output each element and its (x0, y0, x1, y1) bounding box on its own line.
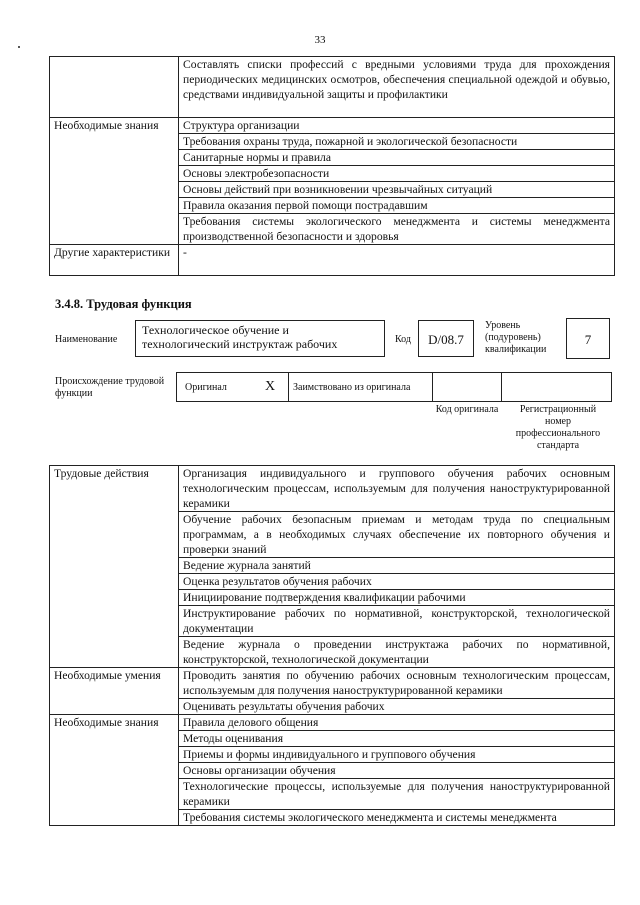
name-value: Технологическое обучение и технологический инструктаж рабочих (142, 323, 338, 351)
original-mark: X (265, 379, 276, 394)
level-label: Уровень (подуровень) квалификации (485, 320, 547, 355)
level-value-box (566, 318, 610, 359)
original-label: Оригинал (185, 382, 227, 393)
code-caption: Код оригинала (435, 404, 499, 415)
code-value: D/08.7 (428, 332, 464, 347)
row-item: Инструктирование рабочих по нормативной, конструкторской, технологической документации (179, 606, 615, 637)
row-item: Требования системы экологического менеджмента и системы менеджмента (179, 810, 615, 826)
table-row (50, 245, 615, 276)
row-item: Требования системы экологического менеджмента и системы менеджмента производственной безопасности и здоровья (179, 214, 615, 245)
row-item: Проводить занятия по обучению рабочих основным технологическим процессам, используемым для получения наноструктурированной керамики (179, 668, 615, 699)
row-item: Оценивать результаты обучения рабочих (179, 699, 615, 715)
name-label: Наименование (55, 334, 118, 345)
row-item: Организация индивидуального и группового обучения рабочих основным технологическим процессам, используемым для получения наноструктурированной керамики (179, 466, 615, 512)
row-item: Правила оказания первой помощи пострадавшим (179, 198, 615, 214)
row-item: Методы оценивания (179, 731, 615, 747)
row-label: Трудовые действия (50, 466, 179, 668)
row-label: Другие характеристики (50, 245, 179, 276)
table-row (50, 668, 615, 699)
divider (501, 373, 502, 401)
row-item: Структура организации (179, 118, 615, 134)
row-item: Технологические процессы, используемые для получения наноструктурированной керамики (179, 779, 615, 810)
row-item: Правила делового общения (179, 715, 615, 731)
origin-label: Происхождение трудовой функции (55, 376, 165, 399)
table-row (50, 715, 615, 731)
top-table (49, 56, 615, 276)
scan-speck (18, 46, 20, 48)
row-item: Санитарные нормы и правила (179, 150, 615, 166)
divider (288, 373, 289, 401)
name-value-box (135, 320, 385, 357)
row-item: Инициирование подтверждения квалификации рабочими (179, 590, 615, 606)
row-item: Обучение рабочих безопасным приемам и методам труда по специальным программам, а в необходимых случаях обеспечение их повторного обучения и проверки знаний (179, 512, 615, 558)
table-row (50, 118, 615, 134)
table-row (50, 57, 615, 118)
page-number: 33 (314, 34, 326, 46)
code-label: Код (395, 334, 411, 345)
row-item: Основы электробезопасности (179, 166, 615, 182)
row-item: Ведение журнала о проведении инструктажа рабочих по нормативной, конструкторской, технологической документации (179, 637, 615, 668)
borrowed-label: Заимствовано из оригинала (293, 382, 411, 393)
row-item: Требования охраны труда, пожарной и экологической безопасности (179, 134, 615, 150)
section-title: 3.4.8. Трудовая функция (55, 297, 192, 311)
row-label: Необходимые знания (50, 118, 179, 245)
row-item: Основы действий при возникновении чрезвычайных ситуаций (179, 182, 615, 198)
reg-caption: Регистрационный номер профессионального стандарта (515, 404, 601, 451)
divider (432, 373, 433, 401)
row-item: Приемы и формы индивидуального и группового обучения (179, 747, 615, 763)
row-item: Оценка результатов обучения рабочих (179, 574, 615, 590)
row-label (50, 57, 179, 118)
row-label: Необходимые умения (50, 668, 179, 715)
row-label: Необходимые знания (50, 715, 179, 826)
table-row (50, 466, 615, 512)
main-table (49, 465, 615, 826)
row-item: Основы организации обучения (179, 763, 615, 779)
row-item: Составлять списки профессий с вредными условиями труда для прохождения периодических медицинских осмотров, обеспечения специальной одеждой и обувью, средствами индивидуальной защиты и профилактики (179, 57, 615, 118)
code-value-box (418, 320, 474, 357)
row-item: - (179, 245, 615, 276)
row-item: Ведение журнала занятий (179, 558, 615, 574)
origin-box (176, 372, 612, 402)
level-value: 7 (584, 332, 592, 347)
